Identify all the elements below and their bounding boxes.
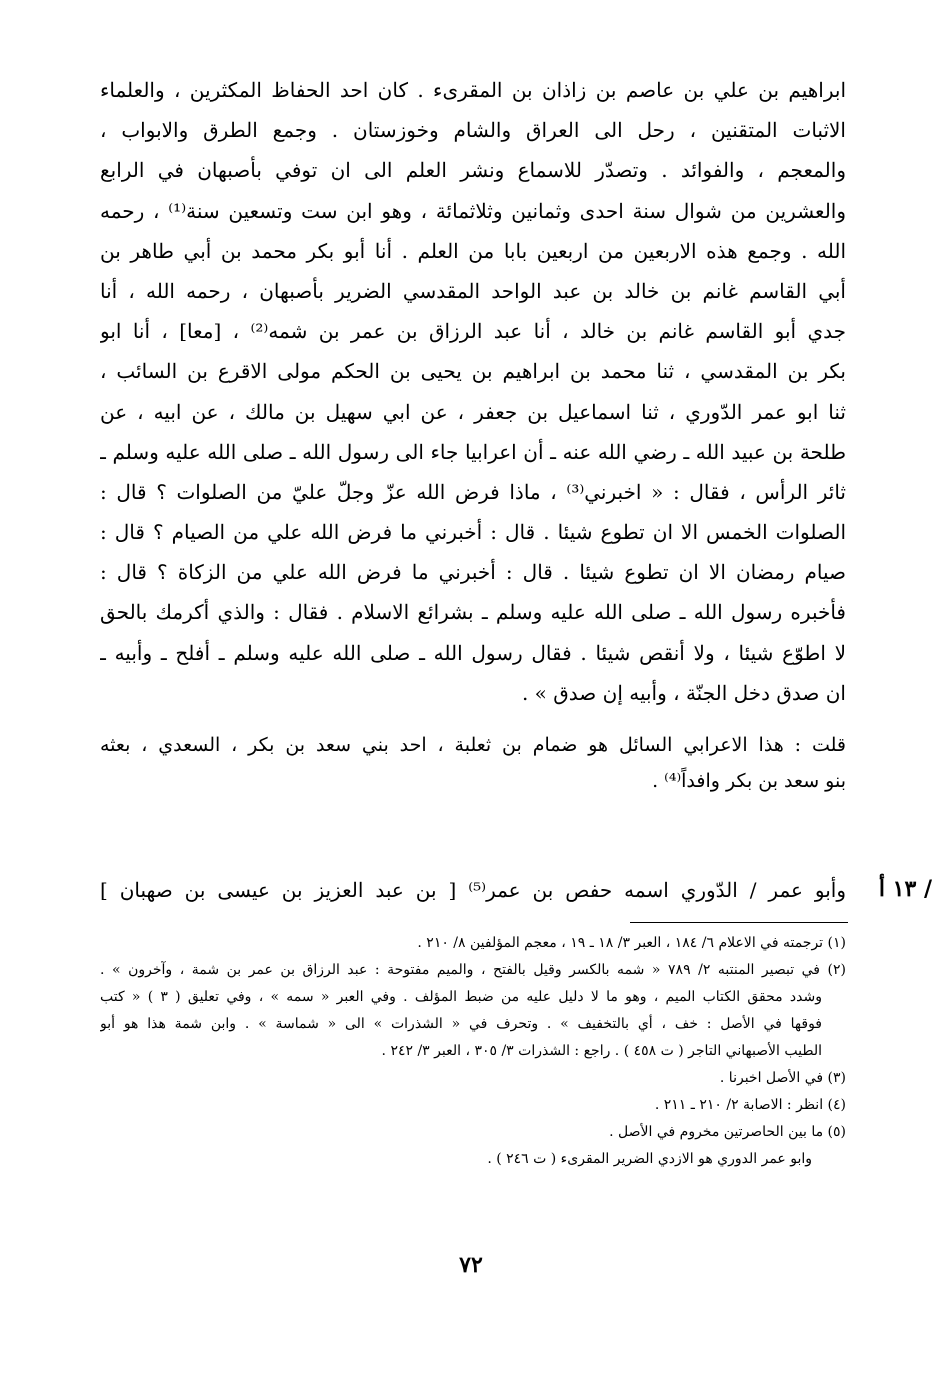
text-line: ان صدق دخل الجنّة ، وأبيه إن صدق » .	[521, 680, 846, 705]
text-line: ابراهيم بن علي بن عاصم بن زاذان بن المقرىء . كان احد الحفاظ المكثرين ، والعلماء	[100, 78, 846, 102]
footnote: (٣) في الأصل اخبرنا .	[719, 1070, 846, 1086]
footnotes-block	[100, 930, 846, 1173]
narrator-note-line: وأبو عمر / الدّوري اسمه حفص بن عمر⁽⁵⁾ [ بن عبد العزيز بن عيسى بن صهبان ]	[100, 878, 846, 902]
text-line: والمعجم ، والفوائد . وتصدّر للاسماع ونشر العلم الى ان توفي بأصبهان في الرابع	[100, 158, 846, 183]
footnote-continuation: الطيب الأصبهاني التاجر ( ت ٤٥٨ ) . راجع : الشذرات ٣/ ٣٠٥ ، العبر ٣/ ٢٤٢ .	[381, 1043, 822, 1059]
text-line: صيام رمضان الا ان تطوع شيئا . قال : أخبرني ما فرض الله علي من الزكاة ؟ قال :	[100, 560, 846, 585]
text-line: لا اطوّع شيئا ، ولا أنقص شيئا . فقال رسول الله ـ صلى الله عليه وسلم ـ أفلح ـ وأبيه ـ	[100, 640, 846, 665]
footnote-continuation: وشدد محقق الكتاب الميم ، وهو ما لا دليل عليه من ضبط المؤلف . وفي العبر « سمه » ، وفي تعليق ( ٣ ) « كتب	[100, 989, 822, 1005]
text-line: فأخبره رسول الله ـ صلى الله عليه وسلم ـ بشرائع الاسلام . فقال : والذي أكرمك بالحق	[100, 600, 846, 625]
page-number: ٧٢	[459, 1252, 483, 1278]
commentary-line: قلت : هذا الاعرابي السائل هو ضمام بن ثعلبة ، احد بني سعد بن بكر ، السعدي ، بعثه	[100, 734, 846, 756]
footnote-separator	[630, 922, 848, 923]
commentary-line: بنو سعد بن بكر وافداً⁽⁴⁾ .	[652, 770, 846, 792]
footnote-continuation: وابو عمر الدوري هو الازدي الضرير المقرىء ( ت ٢٤٦ ) .	[487, 1151, 812, 1167]
text-line: بكر بن المقدسي ، ثنا محمد بن ابراهيم بن يحيى بن الحكم مولى الاقرع بن السائب ،	[100, 359, 846, 384]
text-line: ثائر الرأس ، فقال : « اخبرني⁽³⁾ ، ماذا فرض الله عزّ وجلّ عليّ من الصلوات ؟ قال :	[100, 479, 846, 504]
footnote-continuation: فوقها في الأصل : خف ، أي بالتخفيف » . وتحرف في « الشذرات » الى « شماسة » . وابن شمة هذا هو أبو	[100, 1016, 822, 1032]
text-line: الله . وجمع هذه الاربعين من اربعين بابا من العلم . أنا أبو بكر محمد بن أبي طاهر بن	[100, 238, 846, 263]
text-line: طلحة بن عبيد الله ـ رضي الله عنه ـ أن اعرابيا جاء الى رسول الله ـ صلى الله عليه وسلم ـ	[100, 439, 846, 464]
text-line: جدي أبو القاسم غانم بن خالد ، أنا عبد الرزاق بن عمر بن شمه⁽²⁾ ، [معا] ، أنا ابو	[100, 319, 846, 344]
footnote: (٢) في تبصير المنتبه ٢/ ٧٨٩ « شمه بالكسر وقيل بالفتح ، والميم مفتوحة : عبد الرزاق بن عمر بن شمة ، وآخرون » .	[100, 962, 846, 978]
text-line: أبي القاسم غانم بن خالد بن عبد الواحد المقدسي الضرير بأصبهان ، رحمه الله ، أنا	[100, 278, 846, 303]
text-line: والعشرين من شوال سنة احدى وثمانين وثلاثمائة ، وهو ابن ست وتسعين سنة⁽¹⁾ ، رحمه	[100, 198, 846, 223]
commentary-block	[100, 727, 846, 799]
footnote: (٥) ما بين الحاصرتين مخروم في الأصل .	[609, 1124, 846, 1140]
text-line: ثنا ابو عمر الدّوري ، ثنا اسماعيل بن جعفر ، عن ابي سهيل بن مالك ، عن ابيه ، عن	[100, 399, 846, 424]
main-text-block	[100, 70, 846, 713]
footnote: (٤) انظر : الاصابة ٢/ ٢١٠ ـ ٢١١ .	[654, 1097, 846, 1113]
manuscript-folio-reference: / ١٣ أ	[878, 876, 932, 902]
footnote: (١) ترجمته في الاعلام ٦/ ١٨٤ ، العبر ٣/ ١٨ ـ ١٩ ، معجم المؤلفين ٨/ ٢١٠ .	[417, 935, 846, 951]
text-line: الاثبات المتقنين ، رحل الى العراق والشام وخوزستان . وجمع الطرق والابواب ،	[100, 118, 846, 143]
text-line: الصلوات الخمس الا ان تطوع شيئا . قال : أخبرني ما فرض الله علي من الصيام ؟ قال :	[100, 520, 846, 545]
